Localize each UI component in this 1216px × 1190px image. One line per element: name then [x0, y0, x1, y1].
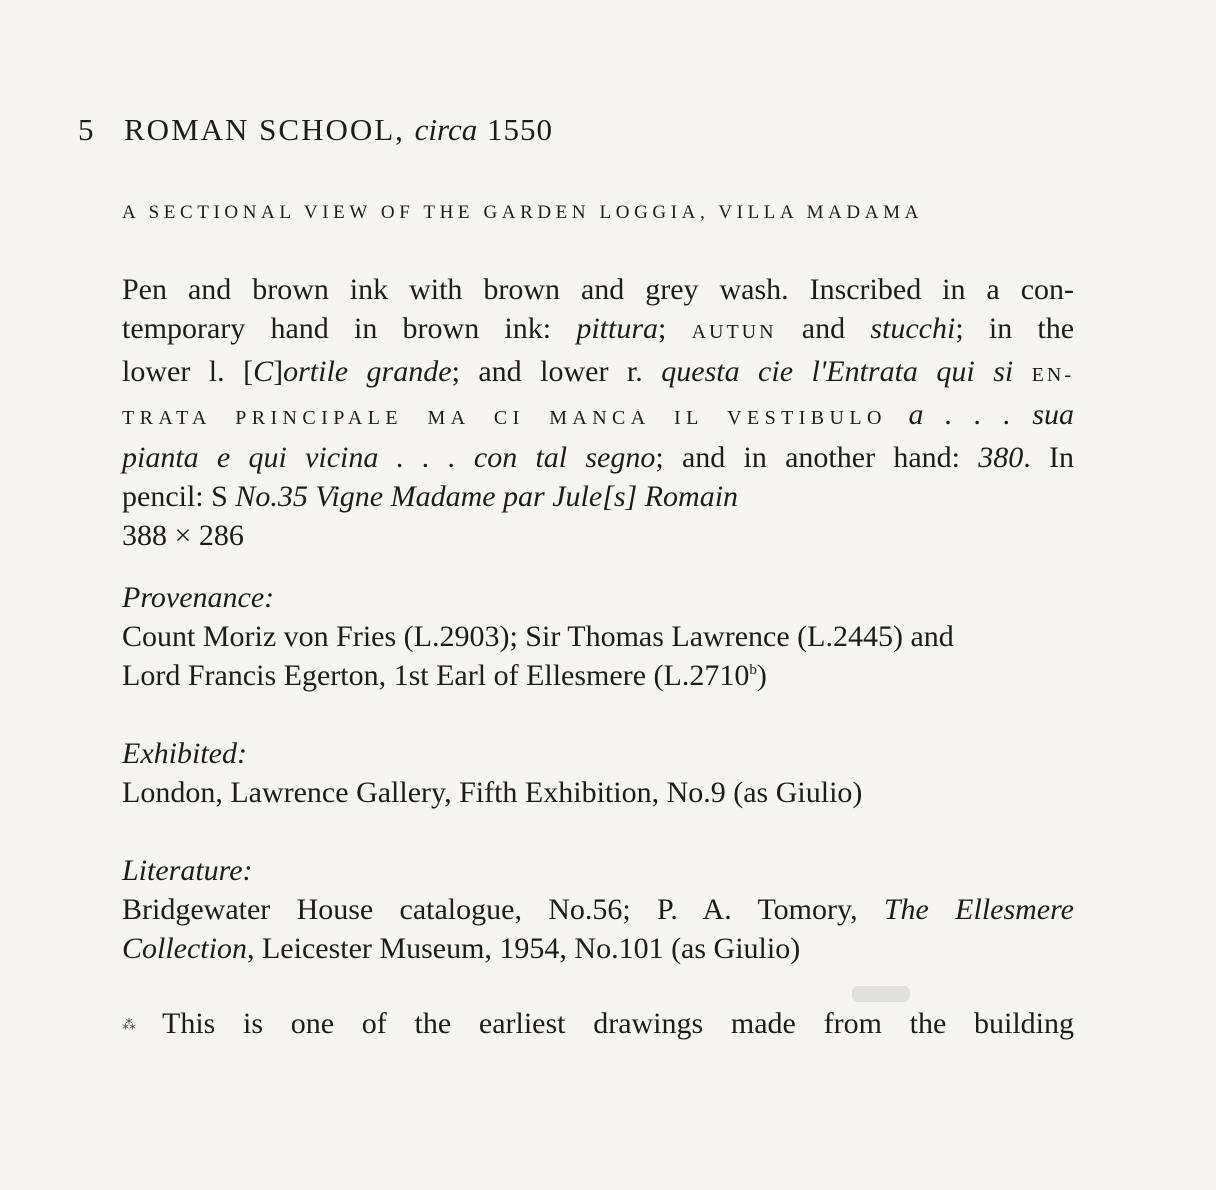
title-italic: The Ellesmere	[883, 893, 1074, 926]
inscription-italic: questa cie l'Entrata qui si	[661, 355, 1014, 388]
inscription-italic: pianta e qui vicina . . . con tal segno	[122, 441, 656, 474]
description-line-4	[122, 395, 1074, 438]
paper-smudge	[852, 986, 910, 1002]
text-span: temporary hand in brown ink:	[122, 312, 552, 345]
text-span: lower l. [	[122, 355, 254, 388]
text-span: ; in the	[955, 312, 1075, 345]
provenance-line-1: Count Moriz von Fries (L.2903); Sir Thomas Lawrence (L.2445) and	[122, 620, 954, 653]
entry-heading	[78, 112, 553, 148]
note-section	[122, 1004, 1074, 1043]
entry-subtitle: A SECTIONAL VIEW OF THE GARDEN LOGGIA, VILLA MADAMA	[122, 202, 923, 223]
literature-line-1	[122, 890, 1074, 929]
description-line-2	[122, 309, 1074, 352]
provenance-line-2	[122, 656, 1074, 695]
text-span: )	[756, 659, 767, 692]
inscription-caps: TRATA PRINCIPALE MA CI MANCA IL VESTIBULO	[122, 407, 887, 429]
text-span: Bridgewater House catalogue, No.56; P. A. Tomory,	[122, 893, 858, 926]
description-line-1: Pen and brown ink with brown and grey wash. Inscribed in a con-	[122, 273, 1074, 306]
literature-label: Literature:	[122, 854, 253, 887]
inscription-italic: C	[253, 355, 274, 388]
note-line-1	[122, 1004, 1074, 1043]
exhibited-label: Exhibited:	[122, 737, 247, 770]
entry-number: 5	[78, 112, 94, 147]
text-span: , Leicester Museum, 1954, No.101 (as Giulio)	[246, 932, 801, 965]
inscription-italic: 380	[978, 441, 1024, 474]
description-line-3	[122, 352, 1074, 395]
title-italic: Collection	[122, 932, 247, 965]
exhibited-line-1: London, Lawrence Gallery, Fifth Exhibition, No.9 (as Giulio)	[122, 776, 863, 809]
inscription-caps: EN-	[1031, 364, 1075, 386]
text-span: . In	[1023, 441, 1074, 474]
provenance-section	[122, 578, 1074, 695]
inscription-italic: No.35 Vigne Madame par Jule[s] Romain	[235, 480, 739, 513]
note-text: This is one of the earliest drawings made from the building	[162, 1007, 1074, 1040]
exhibited-section	[122, 734, 1074, 812]
text-span: ;	[658, 312, 667, 345]
text-span: Lord Francis Egerton, 1st Earl of Ellesmere (L.2710	[122, 659, 750, 692]
inscription-italic: pittura	[576, 312, 658, 345]
literature-section	[122, 851, 1074, 968]
provenance-label: Provenance:	[122, 581, 275, 614]
literature-line-2	[122, 929, 1074, 968]
description-line-5	[122, 438, 1074, 477]
entry-school: ROMAN SCHOOL,	[124, 112, 405, 147]
description	[122, 270, 1074, 555]
text-span: and	[801, 312, 846, 345]
inscription-italic: stucchi	[870, 312, 956, 345]
entry-year: 1550	[486, 112, 553, 147]
asterism-icon: ⁂	[122, 1018, 136, 1034]
text-span: ; and in another hand:	[655, 441, 960, 474]
inscription-italic: ortile grande	[283, 355, 452, 388]
description-line-6	[122, 477, 1074, 516]
inscription-italic: a . . . sua	[908, 398, 1075, 431]
text-span: ]	[273, 355, 284, 388]
superscript: b	[749, 662, 757, 678]
text-span: ; and lower r.	[451, 355, 643, 388]
text-span: pencil: S	[122, 480, 228, 513]
inscription-caps: AUTUN	[691, 321, 777, 343]
entry-circa: circa	[414, 112, 478, 147]
dimensions: 388 × 286	[122, 519, 244, 552]
